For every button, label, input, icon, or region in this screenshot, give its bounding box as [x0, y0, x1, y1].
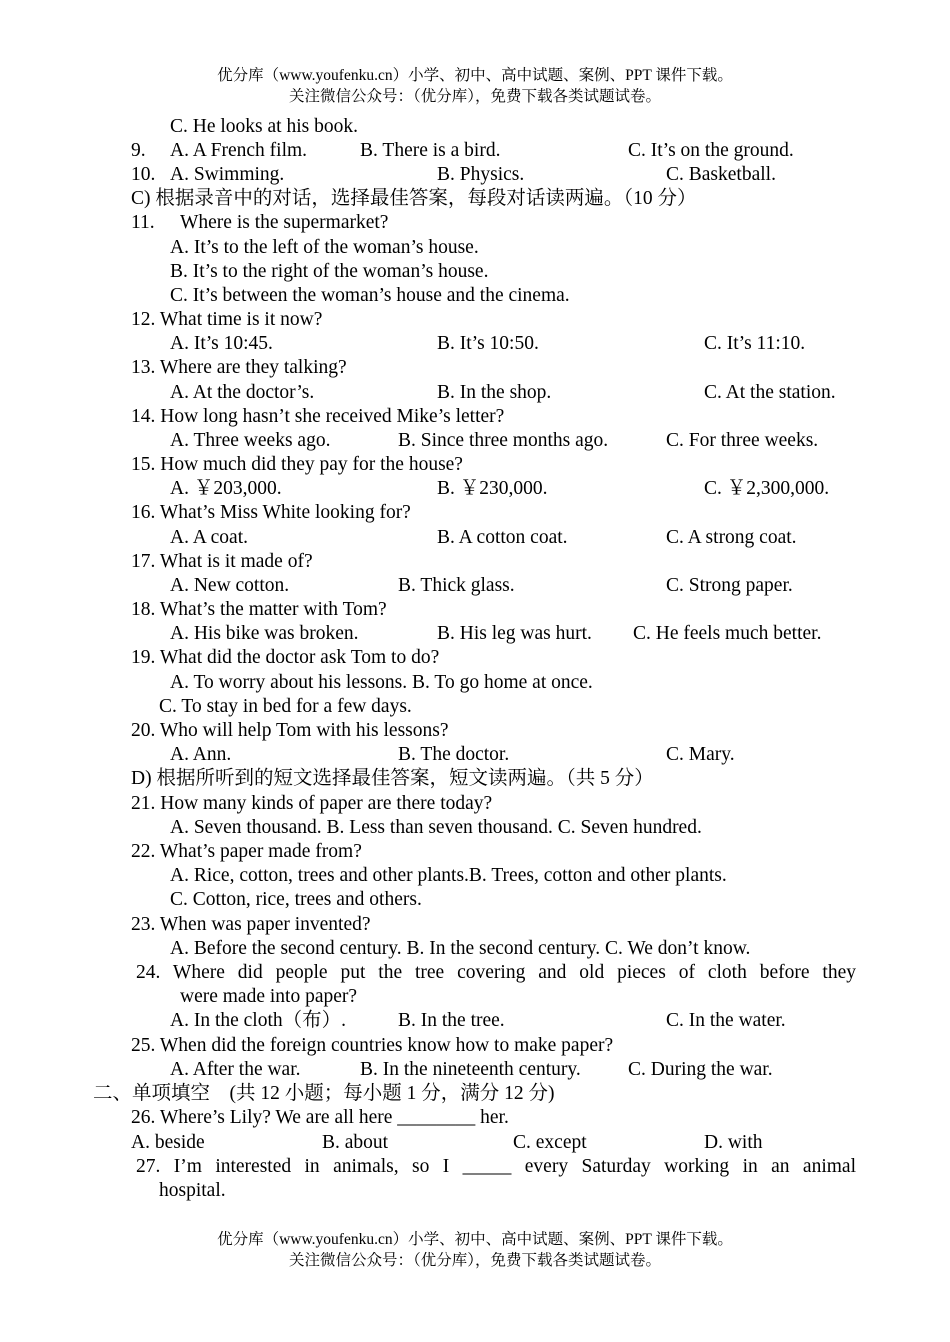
q19-question: 19. What did the doctor ask Tom to do?: [131, 647, 440, 668]
q13-question: 13. Where are they talking?: [131, 357, 347, 378]
q13-option-b: B. In the shop.: [437, 382, 552, 403]
q26-question: 26. Where’s Lily? We are all here ________ her.: [131, 1107, 509, 1128]
q18-option-b: B. His leg was hurt.: [437, 623, 592, 644]
q23-question: 23. When was paper invented?: [131, 914, 371, 935]
q14-option-b: B. Since three months ago.: [398, 430, 609, 451]
q10-option-a: A. Swimming.: [170, 164, 285, 185]
q9-option-b: B. There is a bird.: [360, 140, 501, 161]
q24-option-a: A. In the cloth（布）.: [170, 1010, 347, 1031]
q12-question: 12. What time is it now?: [131, 309, 323, 330]
q11-number: 11.: [131, 212, 155, 233]
q16-option-b: B. A cotton coat.: [437, 527, 568, 548]
q24-option-b: B. In the tree.: [398, 1010, 505, 1031]
q15-option-b: B. ￥230,000.: [437, 478, 548, 499]
q9-option-a: A. A French film.: [170, 140, 308, 161]
section-c-heading: C) 根据录音中的对话，选择最佳答案，每段对话读两遍。（10 分）: [131, 188, 697, 209]
q26-option-b: B. about: [322, 1132, 389, 1153]
q27-question-line-1: 27. I’m interested in animals, so I _____ every Saturday working in an animal: [136, 1156, 856, 1177]
q11-option-c: C. It’s between the woman’s house and the cinema.: [170, 285, 570, 306]
page-footer-line-1: 优分库（www.youfenku.cn）小学、初中、高中试题、案例、PPT 课件下载。: [217, 1231, 733, 1248]
q9-number: 9.: [131, 140, 146, 161]
q25-option-a: A. After the war.: [170, 1059, 301, 1080]
q19-options-ab: A. To worry about his lessons. B. To go home at once.: [170, 672, 593, 693]
q18-option-c: C. He feels much better.: [633, 623, 822, 644]
q11-question: Where is the supermarket?: [180, 212, 389, 233]
q25-option-c: C. During the war.: [628, 1059, 773, 1080]
page-header-line-2: 关注微信公众号：（优分库），免费下载各类试题试卷。: [288, 88, 661, 105]
q26-option-d: D. with: [704, 1132, 763, 1153]
q17-option-a: A. New cotton.: [170, 575, 290, 596]
section-d-heading: D) 根据所听到的短文选择最佳答案，短文读两遍。（共 5 分）: [131, 768, 654, 789]
q10-number: 10.: [131, 164, 156, 185]
q15-option-a: A. ￥203,000.: [170, 478, 282, 499]
q12-option-c: C. It’s 11:10.: [704, 333, 806, 354]
q17-option-b: B. Thick glass.: [398, 575, 515, 596]
page-footer-line-2: 关注微信公众号：（优分库），免费下载各类试题试卷。: [288, 1252, 661, 1269]
q11-option-a: A. It’s to the left of the woman’s house.: [170, 237, 479, 258]
q27-question-line-2: hospital.: [159, 1180, 226, 1201]
q23-options: A. Before the second century. B. In the second century. C. We don’t know.: [170, 938, 751, 959]
q17-question: 17. What is it made of?: [131, 551, 313, 572]
q13-option-a: A. At the doctor’s.: [170, 382, 315, 403]
q21-question: 21. How many kinds of paper are there today?: [131, 793, 493, 814]
section-2-heading: 二、单项填空 (共 12 小题；每小题 1 分，满分 12 分): [93, 1083, 555, 1104]
q24-option-c: C. In the water.: [666, 1010, 786, 1031]
q12-option-a: A. It’s 10:45.: [170, 333, 273, 354]
q22-question: 22. What’s paper made from?: [131, 841, 362, 862]
q11-option-b: B. It’s to the right of the woman’s house.: [170, 261, 489, 282]
q20-option-c: C. Mary.: [666, 744, 735, 765]
q16-option-c: C. A strong coat.: [666, 527, 797, 548]
q15-question: 15. How much did they pay for the house?: [131, 454, 463, 475]
q16-question: 16. What’s Miss White looking for?: [131, 502, 411, 523]
q25-option-b: B. In the nineteenth century.: [360, 1059, 581, 1080]
q8-option-c: C. He looks at his book.: [170, 116, 358, 137]
q10-option-b: B. Physics.: [437, 164, 525, 185]
q22-option-c: C. Cotton, rice, trees and others.: [170, 889, 422, 910]
q18-question: 18. What’s the matter with Tom?: [131, 599, 387, 620]
q21-options: A. Seven thousand. B. Less than seven thousand. C. Seven hundred.: [170, 817, 702, 838]
q12-option-b: B. It’s 10:50.: [437, 333, 539, 354]
q26-option-c: C. except: [513, 1132, 587, 1153]
q20-question: 20. Who will help Tom with his lessons?: [131, 720, 449, 741]
q14-option-a: A. Three weeks ago.: [170, 430, 331, 451]
q14-option-c: C. For three weeks.: [666, 430, 819, 451]
q24-question-line-2: were made into paper?: [180, 986, 358, 1007]
q18-option-a: A. His bike was broken.: [170, 623, 359, 644]
q22-options-ab: A. Rice, cotton, trees and other plants.B. Trees, cotton and other plants.: [170, 865, 727, 886]
q25-question: 25. When did the foreign countries know how to make paper?: [131, 1035, 614, 1056]
q16-option-a: A. A coat.: [170, 527, 248, 548]
q15-option-c: C. ￥2,300,000.: [704, 478, 830, 499]
q14-question: 14. How long hasn’t she received Mike’s letter?: [131, 406, 505, 427]
q26-option-a: A. beside: [131, 1132, 205, 1153]
q19-option-c: C. To stay in bed for a few days.: [159, 696, 412, 717]
q24-question-line-1: 24. Where did people put the tree covering and old pieces of cloth before they: [136, 962, 856, 983]
q13-option-c: C. At the station.: [704, 382, 836, 403]
q17-option-c: C. Strong paper.: [666, 575, 793, 596]
q9-option-c: C. It’s on the ground.: [628, 140, 794, 161]
q10-option-c: C. Basketball.: [666, 164, 776, 185]
page-header-line-1: 优分库（www.youfenku.cn）小学、初中、高中试题、案例、PPT 课件下载。: [217, 67, 733, 84]
q20-option-a: A. Ann.: [170, 744, 232, 765]
q20-option-b: B. The doctor.: [398, 744, 510, 765]
